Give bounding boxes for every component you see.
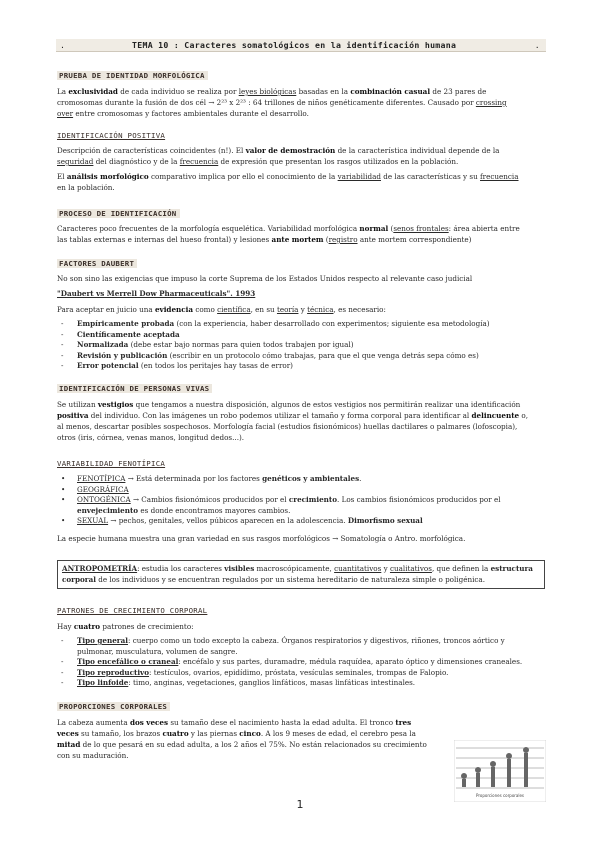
list-item: • SEXUAL → pechos, genitales, vellos púbicos aparecen en la adolescencia. Dimorfismo sexual: [61, 516, 423, 525]
paragraph-proceso: Caracteres poco frecuentes de la morfología esquelética. Variabilidad morfológica normal (senos frontales: área abierta entre las tablas externas e internas del hueso frontal) y lesiones ante mortem (registro ante mortem correspondiente): [57, 224, 520, 244]
heading-patrones-crecimiento: PATRONES DE CRECIMIENTO CORPORAL: [57, 606, 208, 615]
heading-factores-daubert: FACTORES DAUBERT: [57, 259, 137, 268]
heading-proporciones-corporales: PROPORCIONES CORPORALES: [57, 702, 170, 711]
heading-identificacion-positiva: IDENTIFICACIÓN POSITIVA: [57, 131, 166, 140]
list-item: - Revisión y publicación (escribir en un protocolo cómo trabajas, para que el que venga detrás sepa cómo es): [61, 350, 479, 360]
paragraph-exclusividad: La exclusividad de cada individuo se realiza por leyes biológicas basadas en la combinación casual de 23 pares de cromosomas durante la fusión de dos cél → 2²³ x 2²³ : 64 trillones de niños genéticamente diferentes. Causado por crossing over entre cromosomas y factores ambientales durante el desarrollo.: [57, 87, 507, 118]
paragraph-daubert-intro: No son sino las exigencias que impuso la corte Suprema de los Estados Unidos respecto al relevante caso judicial: [57, 274, 473, 283]
title-dot-right: .: [534, 40, 540, 50]
paragraph-evidencia: Para aceptar en juicio una evidencia como científica, en su teoría y técnica, es necesario:: [57, 305, 386, 314]
daubert-case-name: "Daubert vs Merrell Dow Pharmaceuticals". 1993: [57, 289, 256, 298]
heading-proceso-identificacion: PROCESO DE IDENTIFICACIÓN: [57, 209, 180, 218]
list-item: - Científicamente aceptada: [61, 329, 180, 339]
antropometria-box: ANTROPOMETRÍA: estudia los caracteres visibles macroscópicamente, cuantitativos y cualitativos, que definen la estructura corporal de los individuos y se encuentran regulados por un sistema hereditario de naturaleza simple o poligénica.: [57, 560, 545, 589]
list-item: • FENOTÍPICA → Está determinada por los factores genéticos y ambientales.: [61, 474, 362, 483]
list-item: - Error potencial (en todos los peritajes hay tasas de error): [61, 361, 293, 370]
title-bar: [56, 39, 546, 52]
paragraph-somatologia: La especie humana muestra una gran variedad en sus rasgos morfológicos → Somatología o Antro. morfológica.: [57, 534, 466, 543]
list-item: • GEOGRÁFICA: [61, 484, 129, 494]
list-item: - Tipo encefálico o craneal: encéfalo y sus partes, duramadre, médula raquídea, aparato óptico y dimensiones craneales.: [61, 657, 523, 666]
list-item-continuation: pulmonar, musculatura, volumen de sangre.: [77, 646, 238, 656]
list-item: • ONTOGÉNICA → Cambios fisionómicos producidos por el crecimiento. Los cambios fisionómicos producidos por el: [61, 495, 501, 504]
daubert-criteria-list: [57, 319, 543, 372]
heading-prueba-identidad: PRUEBA DE IDENTIDAD MORFOLÓGICA: [57, 71, 208, 80]
list-item: - Tipo linfoide: timo, anginas, vegetaciones, ganglios linfáticos, masas linfáticas intestinales.: [61, 678, 416, 687]
variabilidad-list: [57, 474, 543, 527]
list-item: - Tipo general: cuerpo como un todo excepto la cabeza. Órganos respiratorios y digestivos, riñones, troncos aórtico y: [61, 636, 505, 645]
list-item: - Empíricamente probada (con la experiencia, haber desarrollado con experimentos; siguiente esa metodología): [61, 319, 490, 328]
list-item: - Normalizada (debe estar bajo normas para quien todos trabajen por igual): [61, 340, 354, 349]
paragraph-personas-vivas: Se utilizan vestigios que tengamos a nuestra disposición, algunos de estos vestigios nos permitirán realizar una identificación positiva del individuo. Con las imágenes un robo podemos utilizar el tamaño y forma corporal para identificar al delincuente o, al menos, descartar posibles sospechosos. Morfología facial (estudios fisionómicos) huellas dactilares o palmares (lofoscopia), otros (iris, córnea, venas manos, longitud dedos...).: [57, 400, 529, 442]
page-title: TEMA 10 : Caracteres somatológicos en la identificación humana: [132, 40, 457, 50]
list-item-continuation: envejecimiento es donde encontramos mayores cambios.: [77, 505, 291, 515]
paragraph-proporciones: La cabeza aumenta dos veces su tamaño dese el nacimiento hasta la edad adulta. El tronco tres veces su tamaño, los brazos cuatro y las piernas cinco. A los 9 meses de edad, el cerebro pesa la mitad de lo que pesará en su edad adulta, a los 2 años el 75%. No están relacionados su crecimiento con su maduración.: [57, 718, 427, 760]
heading-personas-vivas: IDENTIFICACIÓN DE PERSONAS VIVAS: [57, 384, 212, 393]
list-item: - Tipo reproductivo: testículos, ovarios, epidídimo, próstata, vesículas seminales, trompas de Falopio.: [61, 667, 449, 677]
title-dot-left: .: [60, 40, 66, 50]
page-number: 1: [296, 798, 304, 811]
figure-caption: Proporciones corporales: [475, 793, 525, 798]
patrones-list: [57, 636, 543, 689]
paragraph-analisis-morfologico: El análisis morfológico comparativo implica por ello el conocimiento de la variabilidad de las características y su frecuencia en la población.: [57, 172, 519, 192]
body-proportions-figure: [454, 740, 546, 802]
paragraph-identificacion-positiva: Descripción de características coincidentes (n!). El valor de demostración de la característica individual depende de la seguridad del diagnóstico y de la frecuencia de expresión que presentan los rasgos utilizados en la población.: [57, 146, 500, 166]
paragraph-patrones-intro: Hay cuatro patrones de crecimiento:: [57, 622, 194, 631]
heading-variabilidad-fenotipica: VARIABILIDAD FENOTÍPICA: [57, 459, 166, 468]
